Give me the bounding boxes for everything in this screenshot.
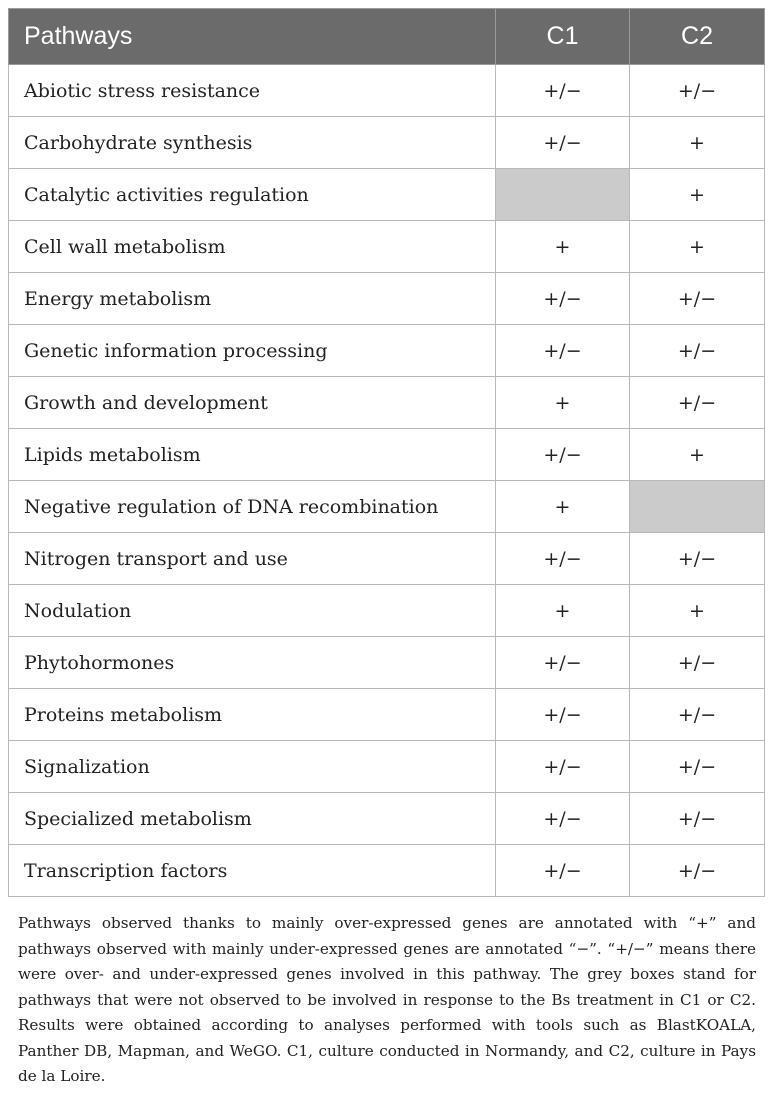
table-row <box>9 273 765 325</box>
table-row <box>9 221 765 273</box>
c1-value-cell: +/− <box>496 845 630 897</box>
c1-value-cell: +/− <box>496 325 630 377</box>
table-row <box>9 325 765 377</box>
c2-value-cell: +/− <box>630 273 765 325</box>
pathway-name-cell: Growth and development <box>9 377 496 429</box>
c2-value-cell: + <box>630 117 765 169</box>
header-row <box>9 9 765 65</box>
table-row <box>9 377 765 429</box>
pathway-name-cell: Carbohydrate synthesis <box>9 117 496 169</box>
c2-value-cell: +/− <box>630 65 765 117</box>
table-row <box>9 585 765 637</box>
c2-value-cell: +/− <box>630 533 765 585</box>
pathway-name-cell: Lipids metabolism <box>9 429 496 481</box>
c1-value-cell: + <box>496 221 630 273</box>
c1-value-cell: +/− <box>496 637 630 689</box>
pathway-name-cell: Cell wall metabolism <box>9 221 496 273</box>
table-row <box>9 741 765 793</box>
c2-not-observed-cell <box>630 481 765 533</box>
pathway-name-cell: Proteins metabolism <box>9 689 496 741</box>
pathway-name-cell: Nitrogen transport and use <box>9 533 496 585</box>
c2-value-cell: + <box>630 169 765 221</box>
header-pathways: Pathways <box>9 9 496 65</box>
table-footnote: Pathways observed thanks to mainly over-expressed genes are annotated with “+” and pathways observed with mainly under-expressed genes are annotated “−”. “+/−” means there were over- and under-expressed genes involved in this pathway. The grey boxes stand for pathways that were not observed to be involved in response to the Bs treatment in C1 or C2. Results were obtained according to analyses performed with tools such as BlastKOALA, Panther DB, Mapman, and WeGO. C1, culture conducted in Normandy, and C2, culture in Pays de la Loire. <box>18 914 756 1085</box>
pathway-name-cell: Catalytic activities regulation <box>9 169 496 221</box>
header-c1: C1 <box>496 9 630 65</box>
c1-value-cell: +/− <box>496 741 630 793</box>
table-header <box>9 9 765 65</box>
c1-value-cell: +/− <box>496 117 630 169</box>
pathway-name-cell: Phytohormones <box>9 637 496 689</box>
c2-value-cell: +/− <box>630 377 765 429</box>
c2-value-cell: + <box>630 585 765 637</box>
table-row <box>9 429 765 481</box>
pathway-name-cell: Genetic information processing <box>9 325 496 377</box>
c2-value-cell: +/− <box>630 741 765 793</box>
c2-value-cell: +/− <box>630 637 765 689</box>
c1-value-cell: +/− <box>496 65 630 117</box>
c1-value-cell: +/− <box>496 533 630 585</box>
table-row <box>9 169 765 221</box>
c2-value-cell: +/− <box>630 689 765 741</box>
table-row <box>9 533 765 585</box>
pathway-name-cell: Nodulation <box>9 585 496 637</box>
c1-not-observed-cell <box>496 169 630 221</box>
c1-value-cell: +/− <box>496 793 630 845</box>
table-row <box>9 793 765 845</box>
header-c2: C2 <box>630 9 765 65</box>
table-row <box>9 117 765 169</box>
table-row <box>9 845 765 897</box>
c2-value-cell: +/− <box>630 845 765 897</box>
c1-value-cell: + <box>496 377 630 429</box>
pathway-name-cell: Specialized metabolism <box>9 793 496 845</box>
c2-value-cell: +/− <box>630 325 765 377</box>
c2-value-cell: +/− <box>630 793 765 845</box>
table-row <box>9 481 765 533</box>
c1-value-cell: + <box>496 481 630 533</box>
pathways-table <box>8 8 765 897</box>
table-row <box>9 65 765 117</box>
table-row <box>9 689 765 741</box>
c1-value-cell: + <box>496 585 630 637</box>
c2-value-cell: + <box>630 221 765 273</box>
c1-value-cell: +/− <box>496 273 630 325</box>
c2-value-cell: + <box>630 429 765 481</box>
pathway-name-cell: Negative regulation of DNA recombination <box>9 481 496 533</box>
c1-value-cell: +/− <box>496 429 630 481</box>
table-body <box>9 65 765 897</box>
c1-value-cell: +/− <box>496 689 630 741</box>
table-row <box>9 637 765 689</box>
pathway-name-cell: Energy metabolism <box>9 273 496 325</box>
pathway-name-cell: Signalization <box>9 741 496 793</box>
pathway-name-cell: Abiotic stress resistance <box>9 65 496 117</box>
pathways-table-container <box>8 8 764 897</box>
pathway-name-cell: Transcription factors <box>9 845 496 897</box>
